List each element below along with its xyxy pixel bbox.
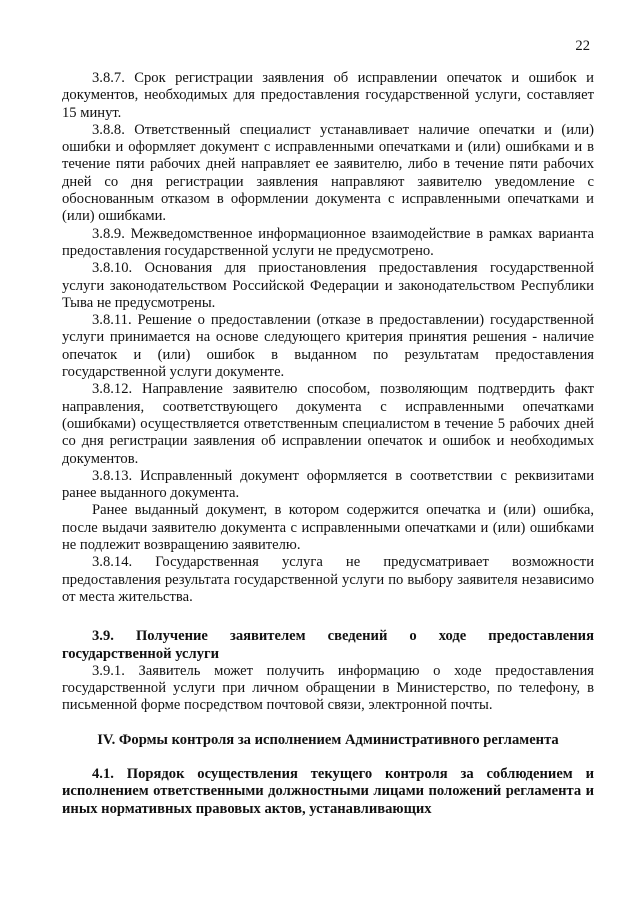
paragraph-3-8-14: 3.8.14. Государственная услуга не предусматривает возможности предоставления результата государственной услуги по выбору заявителя независимо от места жительства.	[62, 554, 594, 605]
paragraph-3-8-7: 3.8.7. Срок регистрации заявления об исправлении опечаток и ошибок и документов, необходимых для предоставления государственной услуги, составляет 15 минут.	[62, 70, 594, 121]
page-content	[62, 70, 594, 818]
spacer	[62, 715, 594, 732]
paragraph-3-8-12: 3.8.12. Направление заявителю способом, позволяющим подтвердить факт направления, соответствующего документа с исправленными опечатками (ошибками) осуществляется ответственным специалистом в течение 5 рабочих дней со дня регистрации заявления об исправлении опечаток и ошибок и необходимых документов.	[62, 381, 594, 467]
paragraph-3-8-10: 3.8.10. Основания для приостановления предоставления государственной услуги законодательством Российской Федерации и законодательством Республики Тыва не предусмотрены.	[62, 260, 594, 311]
chapter-4-heading: IV. Формы контроля за исполнением Административного регламента	[97, 731, 559, 748]
spacer	[62, 606, 594, 628]
paragraph-3-9-1: 3.9.1. Заявитель может получить информацию о ходе предоставления государственной услуги при личном обращении в Министерство, по телефону, в письменной форме посредством почтовой связи, электронной почты.	[62, 662, 594, 714]
paragraph-3-8-9: 3.8.9. Межведомственное информационное взаимодействие в рамках варианта предоставления государственной услуги не предусмотрено.	[62, 225, 594, 259]
paragraph-3-8-13: 3.8.13. Исправленный документ оформляется в соответствии с реквизитами ранее выданного документа.	[62, 467, 594, 502]
paragraph-3-8-8: 3.8.8. Ответственный специалист устанавливает наличие опечатки и (или) ошибки и оформляет документ с исправленными опечатками и (или) ошибками и в течение пяти рабочих дней направляет ее заявителю, либо в течение пяти рабочих дней со дня регистрации заявления направляют заявителю уведомление с обоснованным отказом в оформлении документа с исправленными опечатками и (или) ошибками.	[62, 121, 594, 225]
paragraph-3-8-11: 3.8.11. Решение о предоставлении (отказе в предоставлении) государственной услуги принимается на основе следующего критерия принятия решения - наличие опечаток и (или) ошибок в выданном по результатам предоставления государственной услуги документе.	[62, 312, 594, 381]
section-3-9-heading: 3.9. Получение заявителем сведений о ходе предоставления государственной услуги	[62, 628, 594, 662]
page-number: 22	[575, 38, 590, 54]
section-4-1-heading: 4.1. Порядок осуществления текущего контроля за соблюдением и исполнением ответственными должностными лицами положений регламента и иных нормативных правовых актов, устанавливающих	[62, 765, 594, 817]
paragraph-previously-issued-document: Ранее выданный документ, в котором содержится опечатка и (или) ошибка, после выдачи заявителю документа с исправленными опечатками и (или) ошибками не подлежит возвращению заявителю.	[62, 502, 594, 554]
spacer	[62, 749, 594, 766]
